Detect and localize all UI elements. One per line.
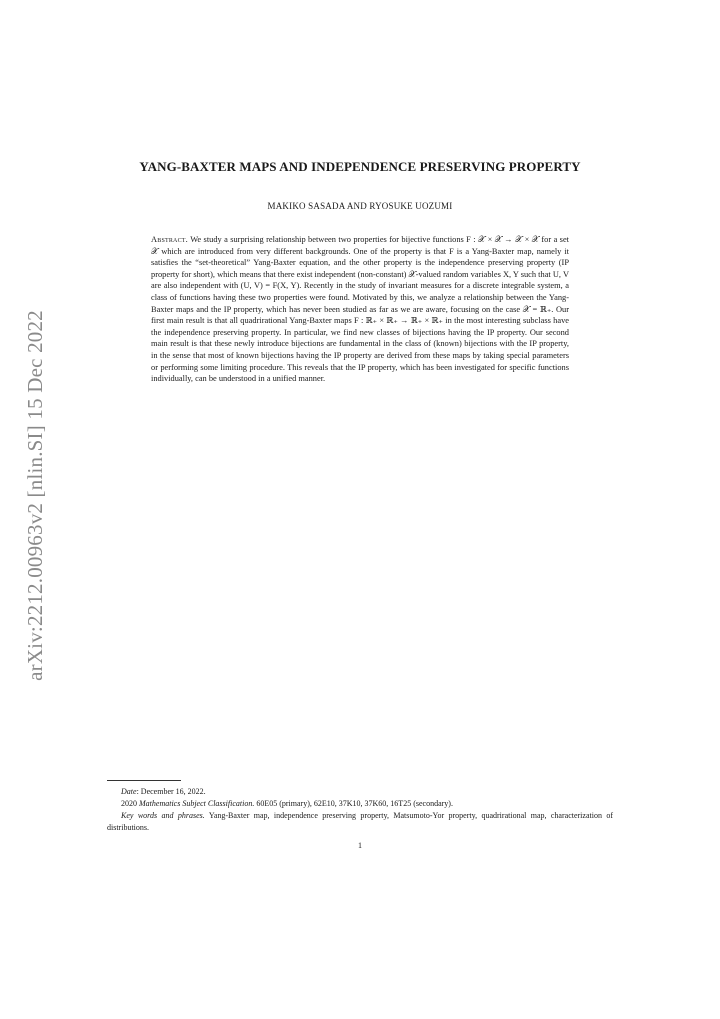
footnote-divider [107, 780, 181, 781]
msc-label: Mathematics Subject Classification. [139, 799, 255, 808]
footnote-keywords [107, 810, 613, 834]
msc-year: 2020 [121, 799, 139, 808]
arxiv-identifier-text: arXiv:2212.00963v2 [nlin.SI] 15 Dec 2022 [22, 309, 47, 681]
arxiv-identifier-stamp [15, 290, 55, 700]
msc-value: 60E05 (primary), 62E10, 37K10, 37K60, 16T25 (secondary). [254, 799, 453, 808]
paper-authors: MAKIKO SASADA AND RYOSUKE UOZUMI [267, 201, 453, 211]
abstract [151, 234, 569, 385]
date-value: : December 16, 2022. [136, 787, 206, 796]
keywords-label: Key words and phrases. [121, 811, 205, 820]
abstract-label: Abstract. [151, 235, 188, 244]
keywords-value: Yang-Baxter map, independence preserving property, Matsumoto-Yor property, quadrirational map, characterization of distributions. [107, 811, 614, 832]
footnote-msc [107, 798, 613, 810]
paper-title: YANG-BAXTER MAPS AND INDEPENDENCE PRESERVING PROPERTY [139, 159, 581, 174]
footnote-date [107, 786, 613, 798]
abstract-text: We study a surprising relationship between two properties for bijective functions F : 𝒳 × 𝒳 → 𝒳 × 𝒳 for a set 𝒳 which are introduced from very different backgrounds. One of the property is that F is a Yang-Baxter map, namely it satisfies the “set-theoretical” Yang-Baxter equation, and the other property is the independence preserving property (IP property for short), which means that there exist independent (non-constant) 𝒳-valued random variables X, Y such that U, V are also independent with (U, V) = F(X, Y). Recently in the study of invariant measures for a discrete integrable system, a class of functions having these two properties were found. Motivated by this, we analyze a relationship between the Yang-Baxter maps and the IP property, which has never been studied as far as we are aware, focusing on the case 𝒳 = ℝ₊. Our first main result is that all quadrirational Yang-Baxter maps F : ℝ₊ × ℝ₊ → ℝ₊ × ℝ₊ in the most interesting subclass have the independence preserving property. In particular, we find new classes of bijections having the IP property. Our second main result is that these newly introduce bijections are fundamental in the class of (known) bijections with the IP property, in the sense that most of known bijections having the IP property are derived from these maps by taking special parameters or performing some limiting procedure. This reveals that the IP property, which has been investigated for specific functions individually, can be understood in a unified manner. [151, 235, 569, 384]
page-number: 1 [358, 841, 362, 850]
date-label: Date [121, 787, 137, 796]
footnotes [107, 786, 613, 834]
